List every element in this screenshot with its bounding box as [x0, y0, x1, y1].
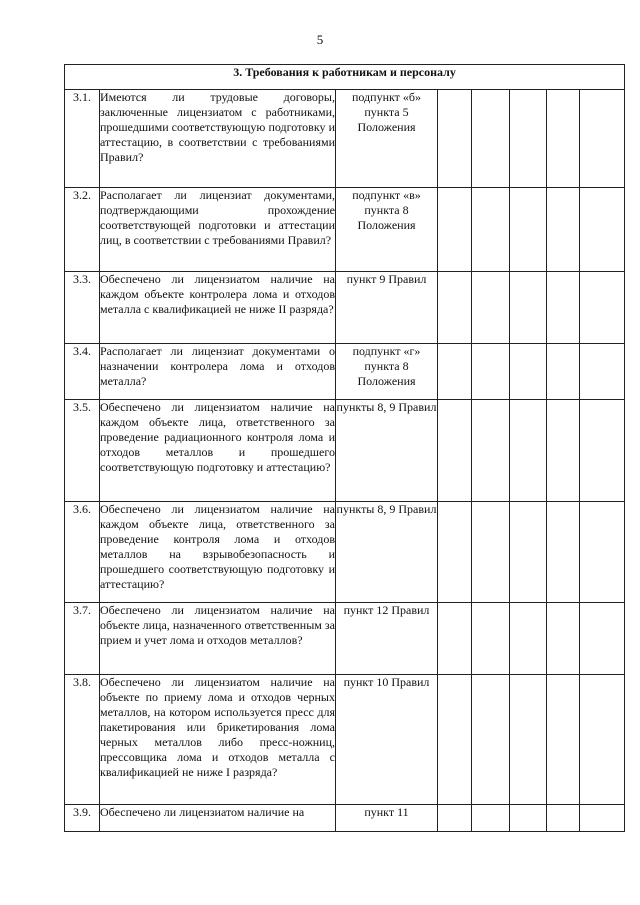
- row-number: 3.1.: [65, 90, 100, 188]
- answer-cell: [580, 805, 625, 832]
- answer-cell: [580, 400, 625, 502]
- answer-cell: [438, 675, 472, 805]
- answer-cell: [547, 400, 580, 502]
- answer-cell: [438, 344, 472, 400]
- answer-cell: [472, 675, 510, 805]
- table-row: [65, 272, 625, 344]
- answer-cell: [547, 603, 580, 675]
- row-reference: пункты 8, 9 Правил: [336, 400, 438, 502]
- answer-cell: [547, 675, 580, 805]
- row-number: 3.5.: [65, 400, 100, 502]
- answer-cell: [510, 603, 547, 675]
- answer-cell: [510, 502, 547, 603]
- answer-cell: [438, 400, 472, 502]
- row-question: Обеспечено ли лицензиатом наличие на объекте лица, назначенного ответственным за прием и учет лома и отходов металлов?: [100, 603, 336, 675]
- table-row: [65, 188, 625, 272]
- answer-cell: [510, 188, 547, 272]
- answer-cell: [580, 272, 625, 344]
- row-reference: подпункт «в» пункта 8 Положения: [336, 188, 438, 272]
- answer-cell: [472, 400, 510, 502]
- row-number: 3.3.: [65, 272, 100, 344]
- row-question: Обеспечено ли лицензиатом наличие на каждом объекте лица, ответственного за проведение контроля лома и отходов металлов на взрывобезопасность и прошедшего соответствующую подготовку и аттестацию?: [100, 502, 336, 603]
- row-question: Обеспечено ли лицензиатом наличие на объекте по приему лома и отходов черных металлов, на котором используется пресс для пакетирования или брикетирования лома черных металлов либо пресс-ножниц, прессовщика лома и отходов металла с квалификацией не ниже I разряда?: [100, 675, 336, 805]
- row-reference: пункт 11: [336, 805, 438, 832]
- row-number: 3.2.: [65, 188, 100, 272]
- section-title: 3. Требования к работникам и персоналу: [65, 65, 625, 90]
- answer-cell: [547, 188, 580, 272]
- answer-cell: [510, 90, 547, 188]
- requirements-table: [64, 64, 625, 832]
- row-question: Обеспечено ли лицензиатом наличие на каждом объекте лица, ответственного за проведение радиационного контроля лома и отходов металлов и прошедшего соответствующую подготовку и аттестацию?: [100, 400, 336, 502]
- row-number: 3.4.: [65, 344, 100, 400]
- answer-cell: [510, 400, 547, 502]
- answer-cell: [472, 188, 510, 272]
- row-reference: подпункт «б» пункта 5 Положения: [336, 90, 438, 188]
- section-header-row: [65, 65, 625, 90]
- answer-cell: [472, 272, 510, 344]
- row-reference: пункт 9 Правил: [336, 272, 438, 344]
- row-reference: пункт 10 Правил: [336, 675, 438, 805]
- answer-cell: [438, 272, 472, 344]
- row-question: Обеспечено ли лицензиатом наличие на: [100, 805, 336, 832]
- row-reference: пункт 12 Правил: [336, 603, 438, 675]
- row-number: 3.9.: [65, 805, 100, 832]
- answer-cell: [580, 188, 625, 272]
- answer-cell: [510, 272, 547, 344]
- row-question: Располагает ли лицензиат документами, подтверждающими прохождение соответствующей подготовки и аттестации лиц, в соответствии с требованиями Правил?: [100, 188, 336, 272]
- answer-cell: [547, 805, 580, 832]
- answer-cell: [438, 603, 472, 675]
- table-row: [65, 90, 625, 188]
- answer-cell: [472, 502, 510, 603]
- answer-cell: [547, 272, 580, 344]
- row-number: 3.8.: [65, 675, 100, 805]
- row-question: Располагает ли лицензиат документами о назначении контролера лома и отходов металла?: [100, 344, 336, 400]
- row-number: 3.7.: [65, 603, 100, 675]
- row-question: Имеются ли трудовые договоры, заключенные лицензиатом с работниками, прошедшими соответствующую подготовку и аттестацию, в соответствии с требованиями Правил?: [100, 90, 336, 188]
- page-number: 5: [316, 32, 324, 47]
- answer-cell: [580, 90, 625, 188]
- table-row: [65, 603, 625, 675]
- answer-cell: [472, 90, 510, 188]
- answer-cell: [438, 188, 472, 272]
- answer-cell: [547, 502, 580, 603]
- answer-cell: [472, 805, 510, 832]
- table-row: [65, 344, 625, 400]
- answer-cell: [580, 675, 625, 805]
- row-number: 3.6.: [65, 502, 100, 603]
- answer-cell: [438, 90, 472, 188]
- answer-cell: [510, 675, 547, 805]
- answer-cell: [580, 502, 625, 603]
- answer-cell: [580, 344, 625, 400]
- answer-cell: [580, 603, 625, 675]
- row-question: Обеспечено ли лицензиатом наличие на каждом объекте контролера лома и отходов металла с квалификацией не ниже II разряда?: [100, 272, 336, 344]
- table-row: [65, 805, 625, 832]
- answer-cell: [547, 90, 580, 188]
- answer-cell: [472, 603, 510, 675]
- row-reference: пункты 8, 9 Правил: [336, 502, 438, 603]
- table-row: [65, 675, 625, 805]
- row-reference: подпункт «г» пункта 8 Положения: [336, 344, 438, 400]
- answer-cell: [438, 502, 472, 603]
- answer-cell: [510, 344, 547, 400]
- answer-cell: [438, 805, 472, 832]
- answer-cell: [547, 344, 580, 400]
- answer-cell: [510, 805, 547, 832]
- answer-cell: [472, 344, 510, 400]
- table-row: [65, 502, 625, 603]
- table-row: [65, 400, 625, 502]
